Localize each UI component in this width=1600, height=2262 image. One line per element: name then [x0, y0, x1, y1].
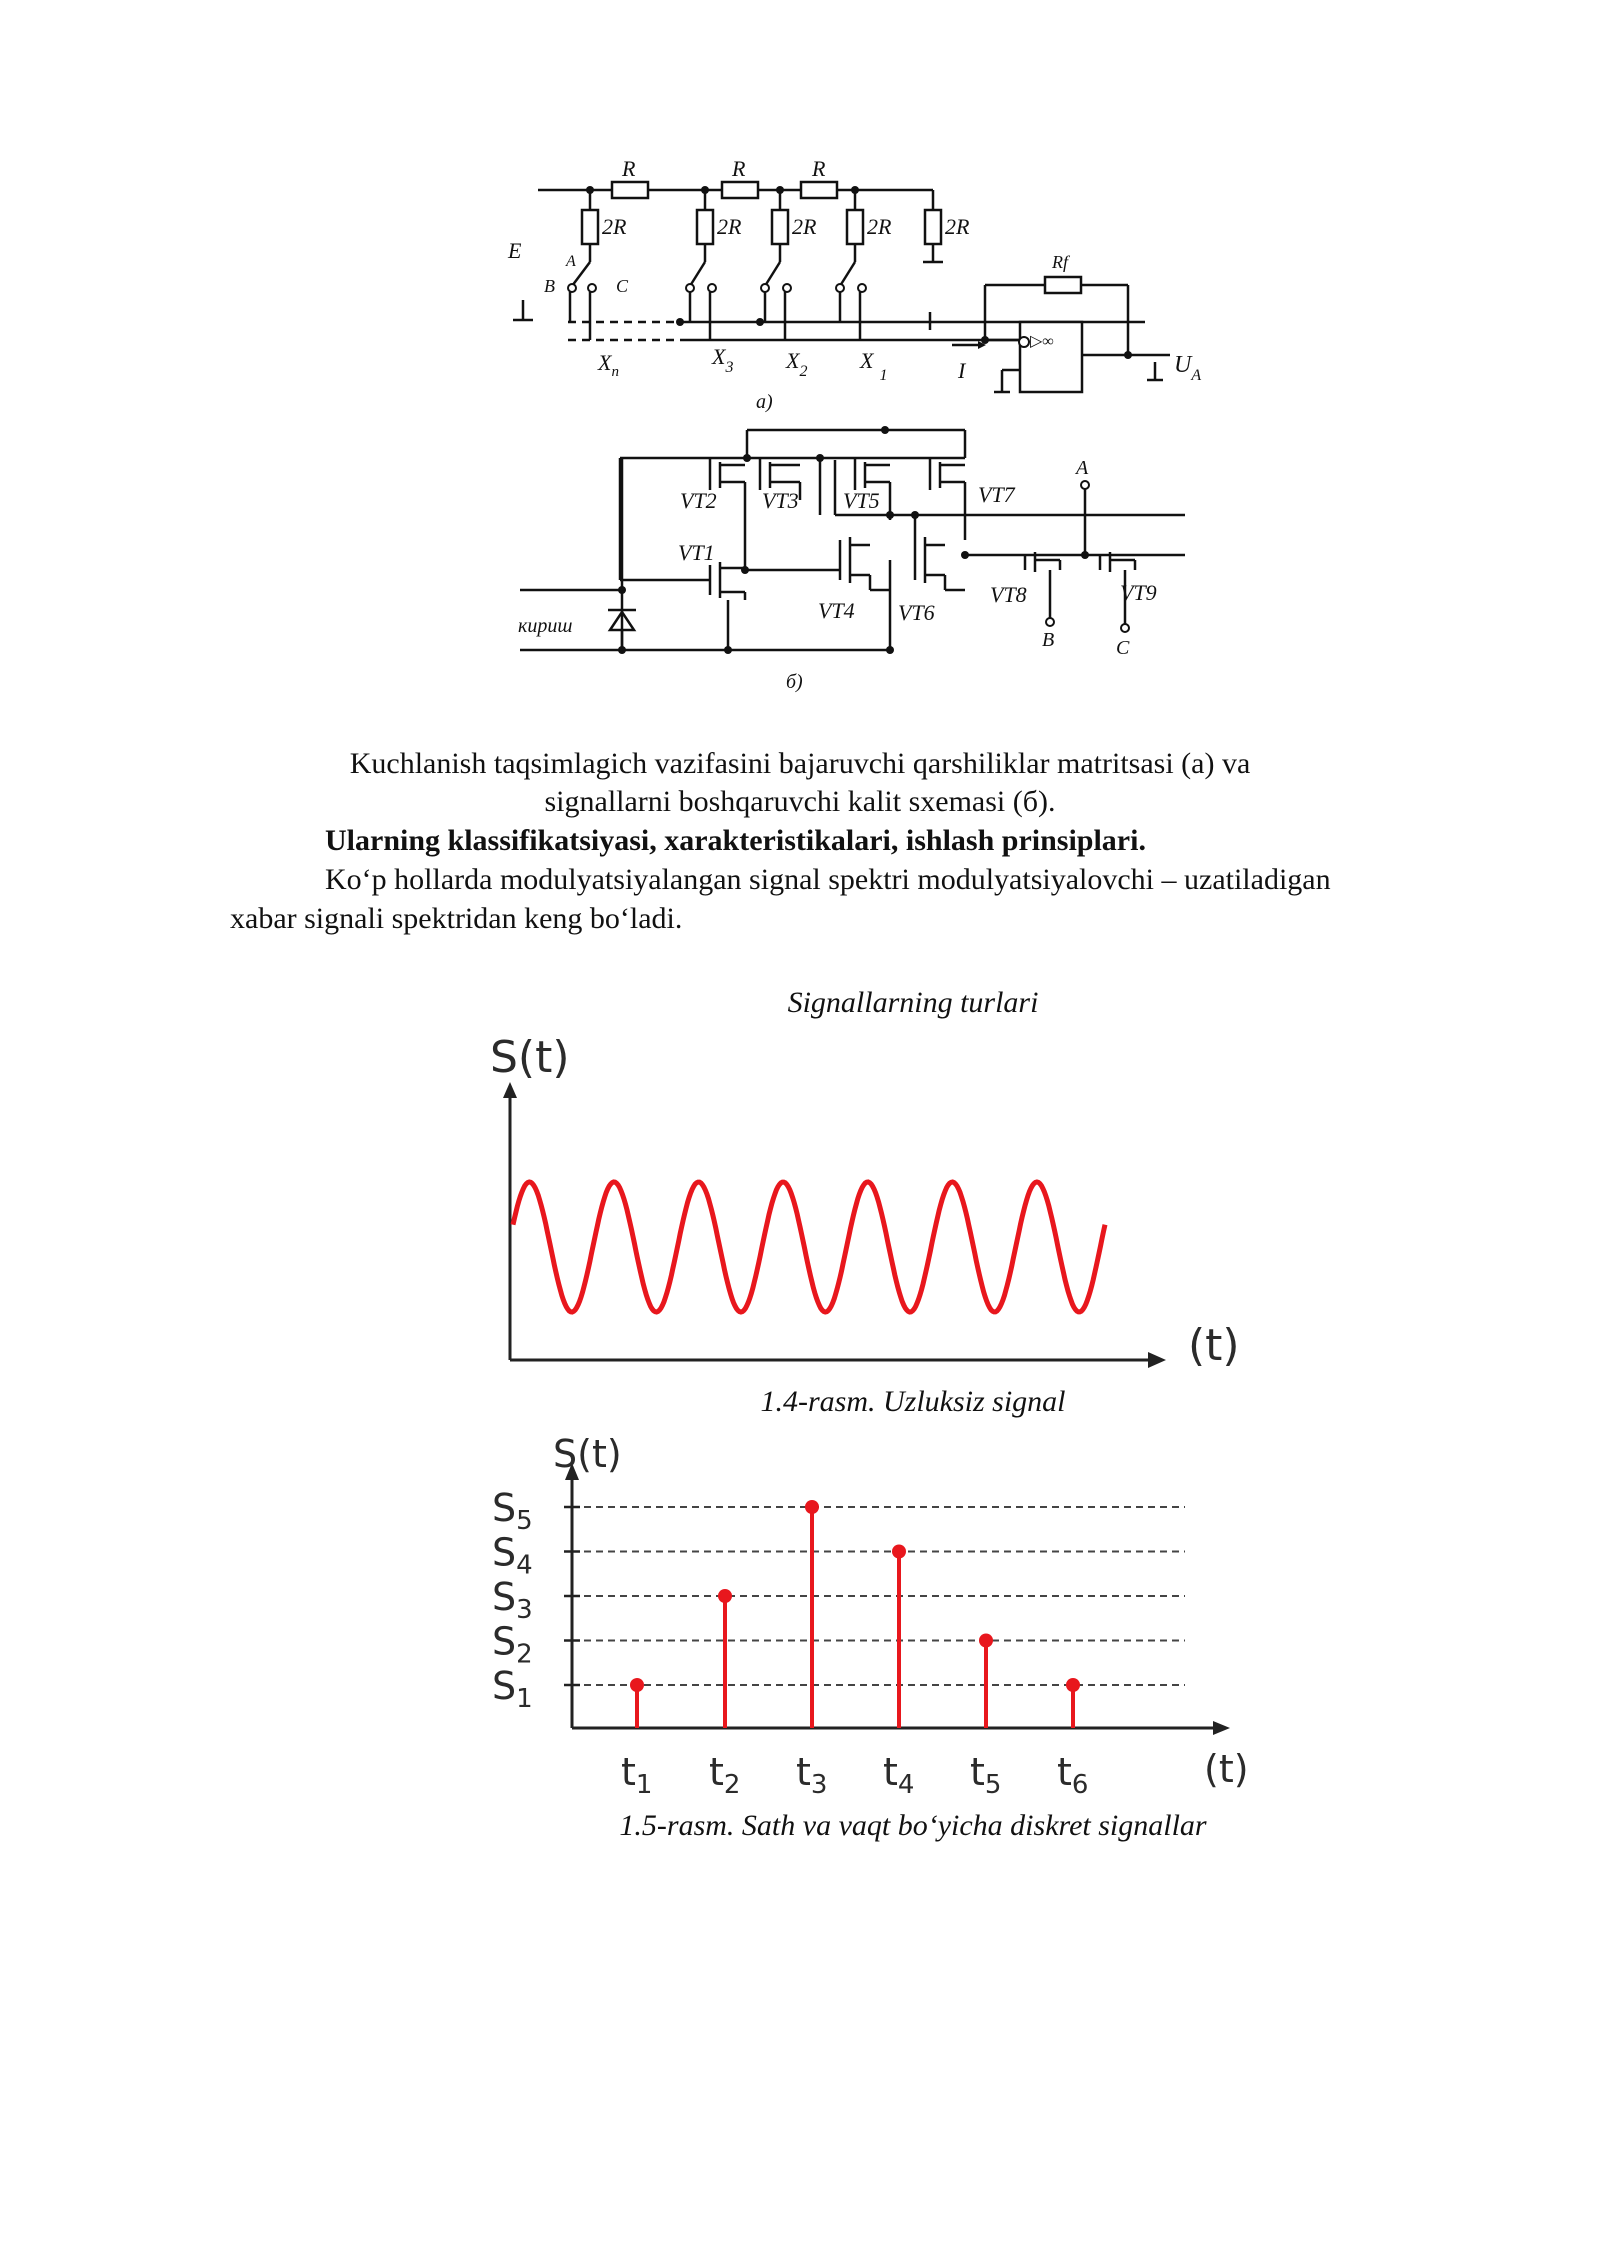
stem-point [718, 1589, 732, 1603]
x-axis-arrow [1213, 1721, 1230, 1735]
label-x1: $X_1$ [860, 348, 888, 384]
x-tick-label: $t_1$ [621, 1750, 653, 1800]
x-tick-label: $t_6$ [1057, 1750, 1089, 1800]
x-tick-label: $t_4$ [883, 1750, 915, 1800]
level-label: $S_5$ [492, 1486, 533, 1536]
y-axis-label: S(t) [553, 1432, 622, 1476]
label-vt4: VT4 [818, 598, 855, 623]
label-vt7: VT7 [978, 482, 1015, 507]
label-c: C [616, 276, 629, 296]
label-2r-2: 2R [717, 214, 742, 239]
label-2r-1: 2R [602, 214, 627, 239]
label-ua: $U_A$ [1174, 352, 1202, 384]
x-tick-label: $t_2$ [709, 1750, 741, 1800]
label-vt8: VT8 [990, 582, 1027, 607]
stem-point [1066, 1678, 1080, 1692]
caption-line-1: Kuchlanish taqsimlagich vazifasini bajaruvchi qarshiliklar matritsasi (a) va [349, 747, 1251, 780]
stem-point [979, 1634, 993, 1648]
stem-point [805, 1500, 819, 1514]
label-kirish: кириш [518, 615, 573, 637]
label-vt9: VT9 [1120, 580, 1157, 605]
label-2r-3: 2R [792, 214, 817, 239]
label-vt6: VT6 [898, 600, 935, 625]
stem-point [892, 1545, 906, 1559]
label-x2: $X_2$ [786, 348, 808, 380]
level-label: $S_3$ [492, 1575, 533, 1625]
x-axis-label: (t) [1204, 1747, 1249, 1791]
section-title: Signallarning turlari [787, 986, 1039, 1019]
figure-b-tag: б) [786, 671, 803, 693]
label-b-a: A [1076, 457, 1089, 479]
label-r3: R [812, 156, 826, 181]
caption-line-2: signallarni boshqaruvchi kalit sxemasi (б). [544, 785, 1056, 818]
body-line-1: Ko‘p hollarda modulyatsiyalangan signal spektri modulyatsiyalovchi – uzatiladigan [325, 863, 1331, 896]
level-label: $S_2$ [492, 1619, 533, 1670]
label-a: A [566, 253, 576, 270]
label-r1: R [622, 156, 636, 181]
label-x3: $X_3$ [712, 344, 734, 376]
label-2r-5: 2R [945, 214, 970, 239]
x-tick-label: $t_3$ [796, 1750, 828, 1800]
x-axis-label: (t) [1188, 1320, 1240, 1371]
label-e: E [508, 238, 522, 263]
label-vt3: VT3 [762, 488, 799, 513]
body-line-2: xabar signali spektridan keng bo‘ladi. [230, 902, 683, 935]
label-vt1: VT1 [678, 540, 715, 565]
level-label: $S_4$ [492, 1530, 533, 1581]
level-label: $S_1$ [492, 1664, 533, 1714]
label-opamp: ▷∞ [1030, 333, 1054, 350]
x-tick-label: $t_5$ [970, 1750, 1002, 1800]
label-b-b: B [1042, 629, 1055, 651]
label-rf: Rf [1052, 252, 1068, 272]
stem-point [630, 1678, 644, 1692]
caption-fig-1-5: 1.5-rasm. Sath va vaqt bo‘yicha diskret signallar [619, 1809, 1207, 1842]
label-b-c: C [1116, 637, 1130, 659]
label-xn: $X_n$ [598, 350, 619, 380]
label-vt2: VT2 [680, 488, 717, 513]
figure-a-tag: a) [756, 391, 773, 413]
caption-fig-1-4: 1.4-rasm. Uzluksiz signal [760, 1385, 1066, 1418]
label-b: B [544, 276, 555, 296]
label-r2: R [732, 156, 746, 181]
label-vt5: VT5 [843, 488, 880, 513]
y-axis-label: S(t) [490, 1032, 570, 1083]
label-2r-4: 2R [867, 214, 892, 239]
section-heading: Ularning klassifikatsiyasi, xarakteristikalari, ishlash prinsiplari. [325, 824, 1146, 857]
label-i: I [958, 358, 966, 383]
